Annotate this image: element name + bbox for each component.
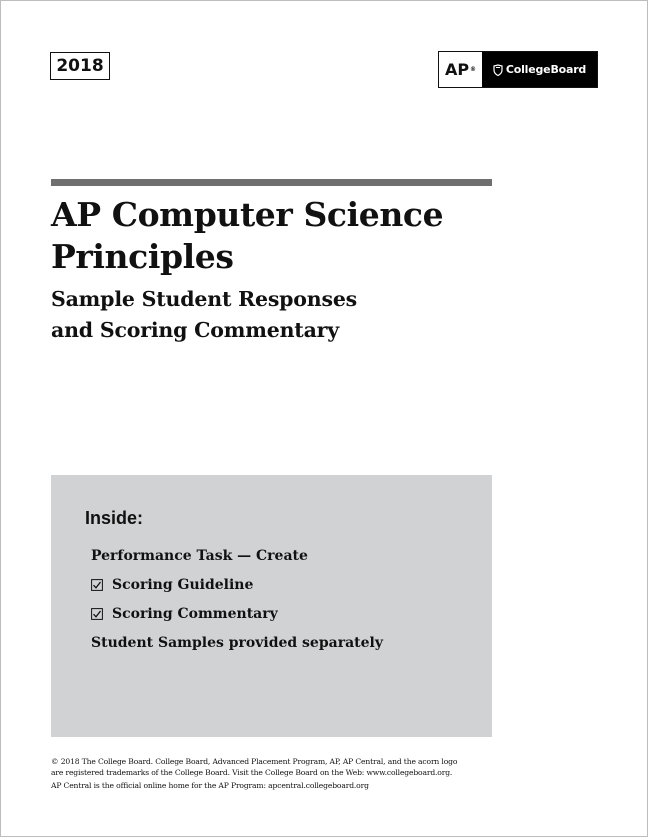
- inside-item-scoring-guideline: [91, 577, 253, 593]
- checkbox-checked-icon: [91, 608, 103, 620]
- page-title-line2: Principles: [51, 237, 234, 276]
- page-subtitle-line1: Sample Student Responses: [51, 287, 358, 311]
- footer-line3: AP Central is the official online home for the AP Program: apcentral.collegeboard.org: [51, 781, 369, 790]
- inside-item-student-samples: [91, 635, 383, 651]
- collegeboard-logo: [482, 52, 597, 87]
- footer-line1: © 2018 The College Board. College Board, Advanced Placement Program, AP, AP Central, and the acorn logo: [51, 757, 458, 766]
- inside-heading: Inside:: [85, 508, 144, 528]
- acorn-icon: [493, 64, 503, 76]
- inside-item-label: Performance Task — Create: [91, 548, 308, 564]
- inside-contents-box: [51, 475, 492, 737]
- inside-item-label: Student Samples provided separately: [91, 635, 383, 651]
- page-title-line1: AP Computer Science: [51, 195, 444, 234]
- inside-item-scoring-commentary: [91, 606, 278, 622]
- collegeboard-logo-text: CollegeBoard: [505, 63, 587, 76]
- title-rule: [51, 179, 492, 186]
- footer-line2: are registered trademarks of the College Board. Visit the College Board on the Web: www.collegeboard.org.: [51, 767, 453, 777]
- ap-collegeboard-logo: [438, 51, 598, 88]
- checkbox-checked-icon: [91, 579, 103, 591]
- ap-logo: [439, 52, 482, 87]
- copyright-footer: [51, 757, 491, 792]
- inside-item-performance-task: [91, 548, 308, 564]
- page-subtitle: [51, 284, 531, 346]
- year-badge: 2018: [50, 52, 110, 80]
- page-subtitle-line2: and Scoring Commentary: [51, 318, 339, 342]
- page-title: [51, 194, 531, 278]
- ap-logo-mark: ®: [470, 66, 477, 73]
- inside-item-label: Scoring Commentary: [112, 606, 278, 622]
- inside-item-label: Scoring Guideline: [112, 577, 254, 593]
- ap-logo-text: AP: [444, 60, 470, 79]
